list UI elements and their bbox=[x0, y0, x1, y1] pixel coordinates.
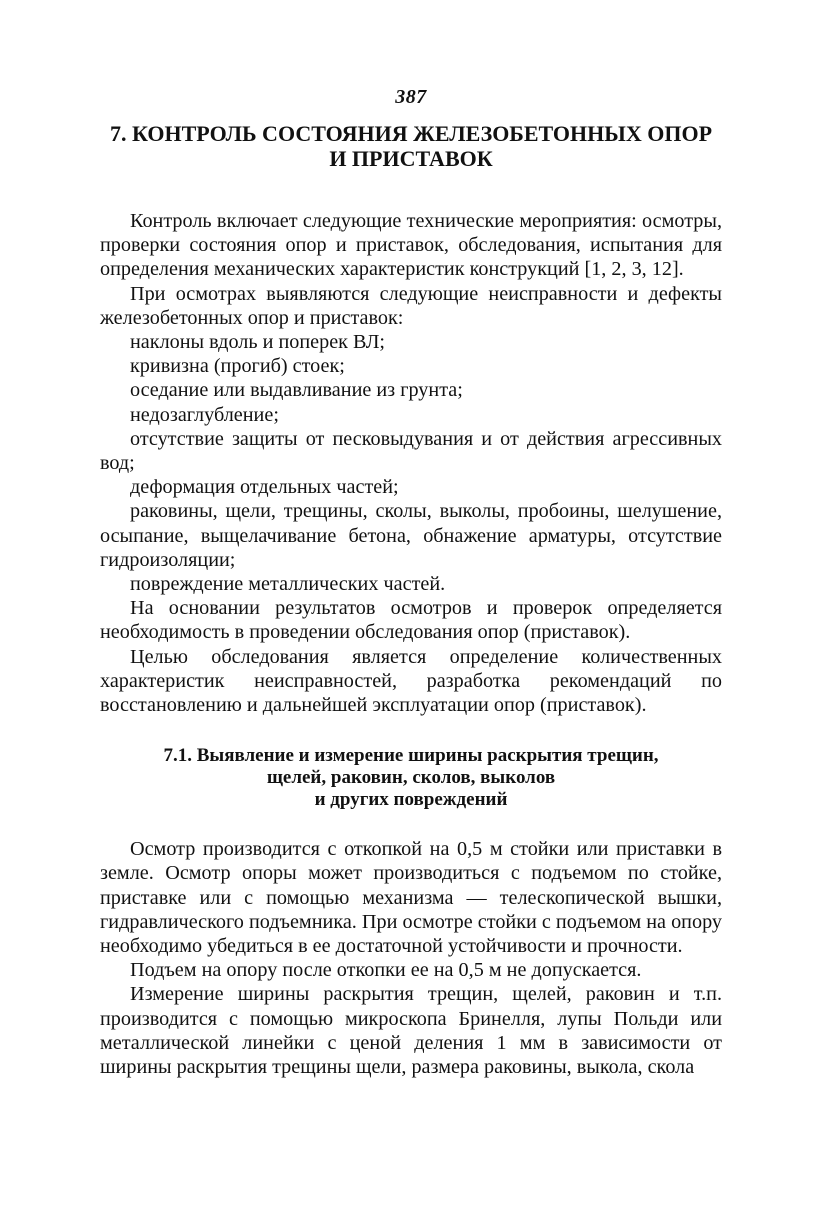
list-item: оседание или выдавливание из грунта; bbox=[130, 379, 463, 402]
section-title-line-2: щелей, раковин, сколов, выколов bbox=[266, 767, 556, 789]
list-item: кривизна (прогиб) стоек; bbox=[130, 355, 345, 378]
intro-paragraph-2: При осмотрах выявляются следующие неисправности и дефекты железобетонных опор и приставок: bbox=[100, 282, 722, 329]
list-item: повреждение металлических частей. bbox=[130, 573, 446, 596]
list-item: наклоны вдоль и поперек ВЛ; bbox=[130, 331, 386, 354]
chapter-title bbox=[100, 121, 722, 171]
section-paragraph-3: Измерение ширины раскрытия трещин, щелей, раковин и т.п. производится с помощью микроскопа Бринелля, лупы Польди или металлической линейки с ценой деления 1 мм в зависимости от ширины раскрытия трещины щели, размера раковины, выкола, скола bbox=[100, 983, 722, 1079]
chapter-title-line-1: 7. КОНТРОЛЬ СОСТОЯНИЯ ЖЕЛЕЗОБЕТОННЫХ ОПОР bbox=[109, 121, 713, 146]
book-page bbox=[100, 86, 722, 1079]
intro-paragraph-4: Целью обследования является определение количественных характеристик неисправностей, разработка рекомендаций по восстановлению и дальнейшей эксплуатации опор (приставок). bbox=[100, 645, 722, 717]
list-item: деформация отдельных частей; bbox=[130, 476, 399, 499]
list-item: отсутствие защиты от песковыдувания и от действия агрессивных вод; bbox=[100, 427, 722, 475]
section-paragraph-2: Подъем на опору после откопки ее на 0,5 м не допускается. bbox=[130, 959, 642, 982]
page-number: 387 bbox=[395, 86, 427, 108]
defects-list bbox=[100, 330, 722, 596]
section-paragraph-1: Осмотр производится с откопкой на 0,5 м стойки или приставки в земле. Осмотр опоры может производиться с подъемом по стойке, приставке или с помощью механизма — телескопической вышки, гидравлического подъемника. При осмотре стойки с подъемом на опору необходимо убедиться в ее достаточной устойчивости и прочности. bbox=[100, 838, 722, 958]
list-item: недозаглубление; bbox=[130, 403, 279, 426]
section-title-line-3: и других повреждений bbox=[314, 789, 508, 811]
intro-paragraph-1: Контроль включает следующие технические мероприятия: осмотры, проверки состояния опор и приставок, обследования, испытания для определения механических характеристик конструкций [1, 2, 3, 12]. bbox=[100, 210, 722, 281]
section-title bbox=[100, 745, 722, 811]
section-title-line-1: 7.1. Выявление и измерение ширины раскрытия трещин, bbox=[163, 745, 659, 767]
list-item: раковины, щели, трещины, сколы, выколы, пробоины, шелушение, осыпание, выщелачивание бетона, обнажение арматуры, отсутствие гидроизоляции; bbox=[100, 500, 722, 571]
intro-paragraph-3: На основании результатов осмотров и проверок определяется необходимость в проведении обследования опор (приставок). bbox=[100, 597, 722, 644]
chapter-title-line-2: И ПРИСТАВОК bbox=[329, 146, 493, 171]
